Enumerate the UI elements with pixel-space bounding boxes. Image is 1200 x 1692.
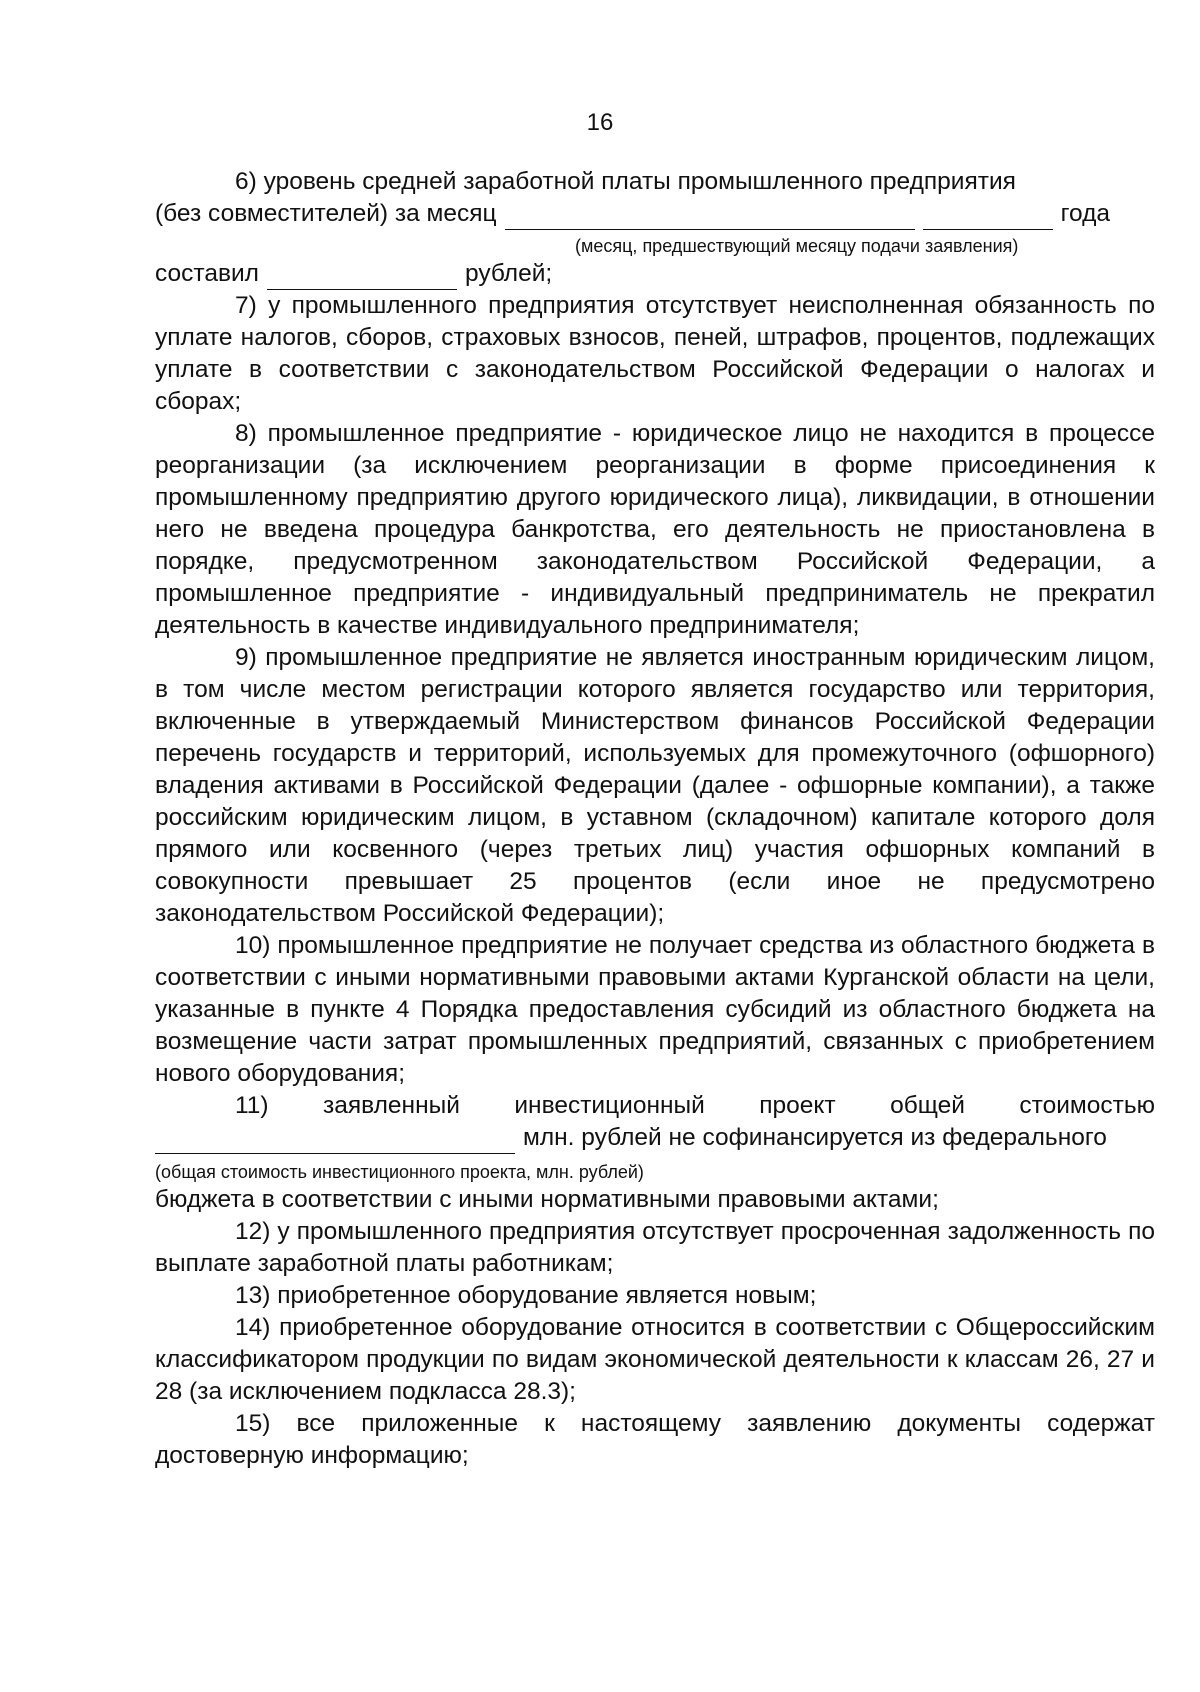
item-8: 8) промышленное предприятие - юридическое лицо не находится в процессе реорганизации (за исключением реорганизации в форме присоединения к промышленному предприятию другого юридического лица), ликвидации, в отношении него не введена процедура банкротства, его деятельность не приостановлена в порядке, предусмотренном законодательством Российской Федерации, а промышленное предприятие - индивидуальный предприниматель не прекратил деятельность в качестве индивидуального предпринимателя;: [155, 420, 1155, 639]
item-6-line-1: 6) уровень средней заработной платы промышленного предприятия: [235, 168, 1016, 195]
item-11-word: инвестиционный: [514, 1092, 705, 1119]
item-11-line-3: бюджета в соответствии с иными нормативными правовыми актами;: [155, 1186, 939, 1213]
item-6-line-3: [155, 258, 1155, 290]
document-body: [155, 166, 1155, 1472]
item-14: 14) приобретенное оборудование относится в соответствии с Общероссийским классификатором продукции по видам экономической деятельности к классам 26, 27 и 28 (за исключением подкласса 28.3);: [155, 1314, 1155, 1405]
item-6-line-2: [155, 198, 1155, 230]
item-11-word: общей: [890, 1092, 965, 1119]
item-13: 13) приобретенное оборудование является новым;: [235, 1282, 817, 1309]
month-field-hint: (месяц, предшествующий месяцу подачи заявления): [575, 236, 1019, 256]
item-6-line-3-text: составил: [155, 260, 259, 287]
item-6: [155, 166, 1155, 290]
item-10: 10) промышленное предприятие не получает средства из областного бюджета в соответствии с иными нормативными правовыми актами Курганской области на цели, указанные в пункте 4 Порядка предоставления субсидий из областного бюджета на возмещение части затрат промышленных предприятий, связанных с приобретением нового оборудования;: [155, 932, 1155, 1087]
item-6-line-2-text: (без совместителей) за месяц: [155, 200, 497, 227]
item-6-rubles-word: рублей;: [464, 260, 553, 287]
item-11: [155, 1090, 1155, 1216]
item-12: 12) у промышленного предприятия отсутствует просроченная задолженность по выплате заработной платы работникам;: [155, 1218, 1155, 1277]
project-cost-hint: (общая стоимость инвестиционного проекта, млн. рублей): [155, 1162, 644, 1182]
item-6-year-word: года: [1060, 200, 1110, 227]
item-11-word: заявленный: [323, 1092, 460, 1119]
salary-amount-blank-field[interactable]: [267, 265, 457, 290]
item-11-word: проект: [759, 1092, 836, 1119]
item-9: 9) промышленное предприятие не является иностранным юридическим лицом, в том числе местом регистрации которого является государство или территория, включенные в утверждаемый Министерством финансов Российской Федерации перечень государств и территорий, используемых для промежуточного (офшорного) владения активами в Российской Федерации (далее - офшорные компании), а также российским юридическим лицом, в уставном (складочном) капитале которого доля прямого или косвенного (через третьих лиц) участия офшорных компаний в совокупности превышает 25 процентов (если иное не предусмотрено законодательством Российской Федерации);: [155, 644, 1155, 927]
item-11-line-2-text: млн. рублей не софинансируется из федерального: [523, 1124, 1107, 1151]
item-7: 7) у промышленного предприятия отсутствует неисполненная обязанность по уплате налогов, сборов, страховых взносов, пеней, штрафов, процентов, подлежащих уплате в соответствии с законодательством Российской Федерации о налогах и сборах;: [155, 292, 1155, 415]
item-11-line-1: [155, 1090, 1155, 1122]
item-11-line-2: [155, 1122, 1155, 1154]
item-11-word: 11): [235, 1092, 269, 1119]
page-number: 16: [586, 109, 614, 136]
year-blank-field[interactable]: [923, 205, 1053, 230]
month-blank-field[interactable]: [505, 205, 915, 230]
project-cost-blank-field[interactable]: [155, 1129, 515, 1154]
item-15: 15) все приложенные к настоящему заявлению документы содержат достоверную информацию;: [155, 1410, 1155, 1469]
item-11-word: стоимостью: [1019, 1092, 1155, 1119]
